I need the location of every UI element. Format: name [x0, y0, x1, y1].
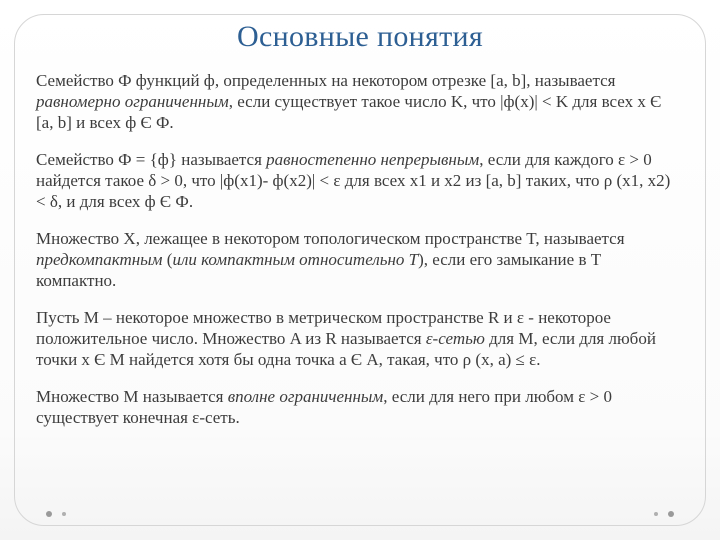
defined-term: предкомпактным	[36, 250, 163, 269]
paragraph-text: Пусть M – некоторое множество в метрическом пространстве R и ε - некоторое положительное число. Множество A из R называется	[36, 308, 611, 348]
definition-paragraph	[36, 386, 678, 428]
decoration-dot	[654, 512, 658, 516]
paragraph-text: для M, если для любой точки x Є M найдется хотя бы одна точка a Є A, такая, что ρ (x, a) ≤ ε.	[36, 329, 656, 369]
definition-paragraph	[36, 228, 678, 291]
defined-term: ε-сетью	[425, 329, 485, 348]
decoration-dot	[668, 511, 674, 517]
paragraph-text: ), если его замыкание в T компактно.	[36, 250, 601, 290]
paragraph-text: Множество X, лежащее в некотором топологическом пространстве T, называется	[36, 229, 625, 248]
paragraph-text: Множество M называется	[36, 387, 228, 406]
paragraph-text: , если существует такое число K, что |ф(x)| < K для всех x Є [a, b] и всех ф Є Ф.	[36, 92, 662, 132]
defined-term: равномерно ограниченным	[36, 92, 229, 111]
defined-term: или компактным относительно T	[172, 250, 419, 269]
paragraph-text: (	[162, 250, 173, 269]
decoration-dots-right	[654, 511, 674, 517]
definition-paragraph	[36, 307, 678, 370]
definition-paragraph	[36, 149, 678, 212]
decoration-dot	[62, 512, 66, 516]
paragraph-text: Семейство Ф функций ф, определенных на некотором отрезке [a, b], называется	[36, 71, 616, 90]
paragraph-text: , если для каждого ε > 0 найдется такое δ > 0, что |ф(x1)- ф(x2)| < ε для всех x1 и x2 из [a, b] таких, что ρ (x1, x2) < δ, и для всех ф Є Ф.	[36, 150, 671, 211]
defined-term: вполне ограниченным	[227, 387, 384, 406]
paragraph-text: , если для него при любом ε > 0 существует конечная ε-сеть.	[36, 387, 612, 427]
decoration-dots-left	[46, 511, 66, 517]
defined-term: равностепенно непрерывным	[266, 150, 480, 169]
slide-title: Основные понятия	[237, 20, 483, 53]
definition-paragraph	[36, 70, 678, 133]
decoration-dot	[46, 511, 52, 517]
paragraph-text: Семейство Ф = {ф} называется	[36, 150, 267, 169]
slide-content	[36, 70, 678, 444]
